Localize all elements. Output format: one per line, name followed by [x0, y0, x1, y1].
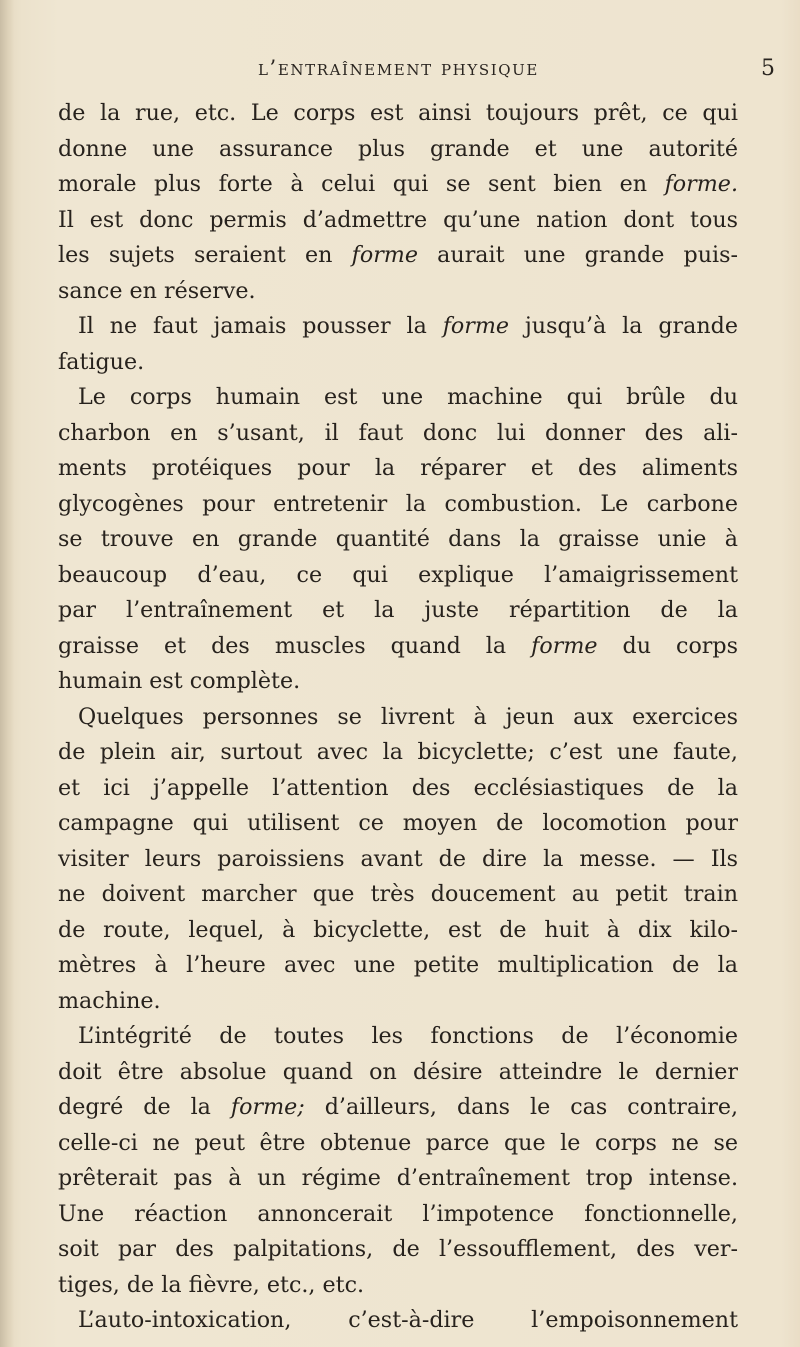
text-segment: Quelques personnes se livrent à jeun aux exercices [78, 703, 738, 730]
text-line [58, 629, 738, 665]
text-segment: celle-ci ne peut être obtenue parce que le corps ne se [58, 1129, 738, 1156]
text-line [58, 274, 738, 310]
text-segment: et ici j’appelle l’attention des ecclésiastiques de la [58, 774, 738, 801]
text-line [58, 167, 738, 203]
text-segment: donne une assurance plus grande et une autorité [58, 135, 738, 162]
text-line [58, 1019, 738, 1055]
italic-text-segment: forme; [230, 1094, 305, 1120]
text-segment: d’ailleurs, dans le cas contraire, [304, 1094, 738, 1120]
text-line [58, 735, 738, 771]
text-line [58, 309, 738, 345]
text-line [58, 416, 738, 452]
text-line [58, 948, 738, 984]
text-line [58, 700, 738, 736]
text-segment: campagne qui utilisent ce moyen de locomotion pour [58, 810, 738, 836]
text-line [58, 203, 738, 239]
text-segment: soit par des palpitations, de l’essoufflement, des ver- [58, 1236, 738, 1262]
text-segment: morale plus forte à celui qui se sent bien en [58, 171, 665, 197]
text-line [58, 1232, 738, 1268]
italic-text-segment: forme [442, 313, 510, 339]
text-line [58, 522, 738, 558]
running-head: l’entraînement physique [258, 56, 539, 80]
text-segment: prêterait pas à un régime d’entraînement trop intense. [58, 1165, 738, 1191]
body-text [58, 96, 738, 1339]
text-line [58, 238, 738, 274]
text-line [58, 984, 738, 1020]
text-line [58, 1126, 738, 1162]
text-line [58, 96, 738, 132]
text-segment: Il ne faut jamais pousser la [78, 313, 443, 339]
text-segment: mètres à l’heure avec une petite multiplication de la [58, 952, 738, 978]
page-number: 5 [761, 56, 775, 81]
text-segment: se trouve en grande quantité dans la graisse unie à [58, 526, 738, 552]
italic-text-segment: forme [531, 632, 598, 659]
page-binding-edge [0, 0, 14, 1347]
text-line [58, 1055, 738, 1091]
page-header [0, 52, 800, 92]
text-segment: par l’entraînement et la juste répartition de la [58, 597, 738, 623]
text-line [58, 664, 738, 700]
text-line [58, 1197, 738, 1233]
text-segment: degré de la [58, 1094, 231, 1120]
text-segment: Il est donc permis d’admettre qu’une nation dont tous [58, 206, 738, 233]
text-line [58, 380, 738, 416]
text-segment: humain est complète. [58, 668, 301, 694]
text-line [58, 1303, 738, 1339]
text-line [58, 913, 738, 949]
text-segment: L’auto-intoxication, c’est-à-dire l’empoisonnement [78, 1307, 738, 1333]
text-segment: Le corps humain est une machine qui brûle du [78, 384, 738, 410]
text-segment: machine. [58, 987, 161, 1014]
text-line [58, 558, 738, 594]
text-line [58, 771, 738, 807]
text-line [58, 132, 738, 168]
text-segment: aurait une grande puis- [417, 242, 738, 268]
text-segment: visiter leurs paroissiens avant de dire la messe. — Ils [58, 845, 738, 872]
text-segment: jusqu’à la grande [509, 313, 738, 339]
text-segment: du corps [597, 632, 739, 659]
text-line [58, 806, 738, 842]
text-segment: Une réaction annoncerait l’impotence fonctionnelle, [58, 1200, 738, 1227]
text-line [58, 345, 738, 381]
text-segment: charbon en s’usant, il faut donc lui donner des ali- [58, 419, 738, 446]
text-segment: de plein air, surtout avec la bicyclette; c’est une faute, [58, 739, 738, 765]
text-segment: tiges, de la fièvre, etc., etc. [58, 1271, 365, 1298]
text-segment: ments protéiques pour la réparer et des aliments [58, 455, 738, 481]
text-line [58, 1268, 738, 1304]
text-segment: graisse et des muscles quand la [58, 632, 532, 659]
text-segment: L’intégrité de toutes les fonctions de l’économie [78, 1023, 738, 1049]
text-segment: les sujets seraient en [58, 242, 352, 268]
text-segment: sance en réserve. [58, 277, 256, 304]
text-line [58, 593, 738, 629]
italic-text-segment: forme [351, 242, 418, 268]
text-line [58, 877, 738, 913]
italic-text-segment: forme. [664, 171, 738, 197]
text-line [58, 451, 738, 487]
text-line [58, 487, 738, 523]
text-segment: fatigue. [58, 348, 145, 375]
text-line [58, 842, 738, 878]
text-line [58, 1090, 738, 1126]
text-segment: de route, lequel, à bicyclette, est de huit à dix kilo- [58, 916, 738, 943]
text-segment: beaucoup d’eau, ce qui explique l’amaigrissement [58, 561, 738, 588]
text-segment: de la rue, etc. Le corps est ainsi toujours prêt, ce qui [58, 100, 738, 126]
text-segment: doit être absolue quand on désire atteindre le dernier [58, 1058, 738, 1085]
text-line [58, 1161, 738, 1197]
text-segment: ne doivent marcher que très doucement au petit train [58, 881, 738, 907]
text-segment: glycogènes pour entretenir la combustion. Le carbone [58, 490, 738, 517]
